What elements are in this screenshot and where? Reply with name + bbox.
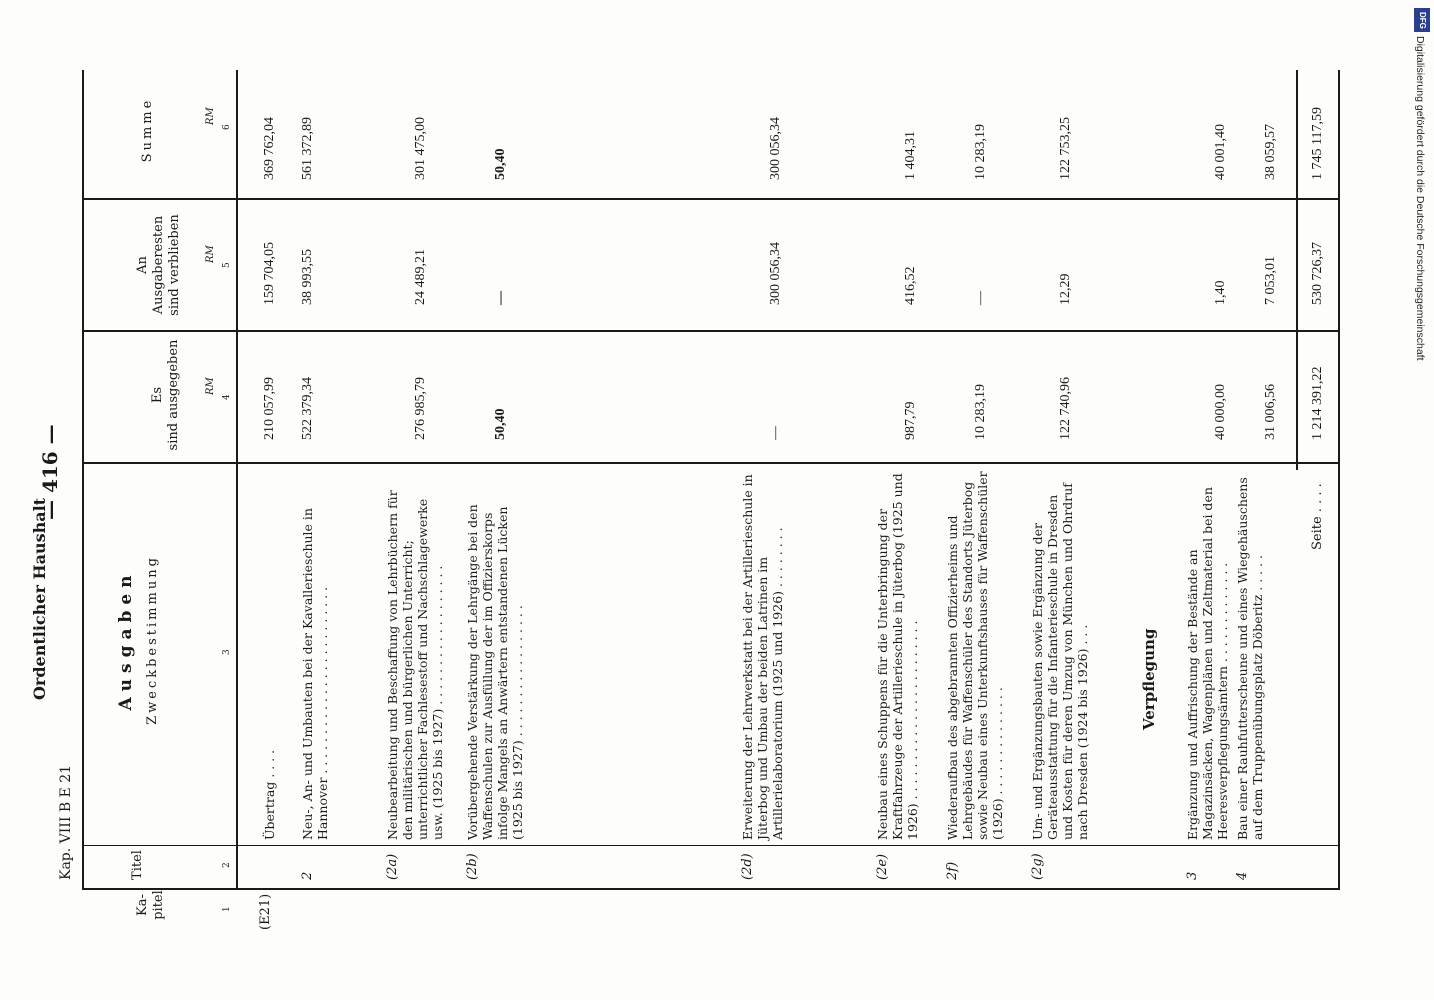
column-number: 1	[222, 906, 232, 912]
column-number: 3	[222, 649, 232, 655]
row-summe: 369 762,04	[262, 117, 277, 180]
row-reste: 12,29	[1058, 273, 1073, 305]
row-titel: (2g)	[1030, 853, 1045, 880]
row-titel: 2	[300, 871, 315, 880]
column-number: 5	[222, 262, 232, 268]
unit-label: RM	[205, 245, 216, 263]
doc-title: Ordentlicher Haushalt	[30, 497, 49, 700]
unit-label: RM	[205, 107, 216, 125]
row-ausgegeben: 522 379,34	[300, 377, 315, 440]
row-reste: 38 993,55	[300, 249, 315, 305]
row-reste: —	[973, 291, 988, 305]
row-summe: 122 753,25	[1058, 117, 1073, 180]
desc-rule	[82, 462, 1340, 464]
row-ausgegeben: 210 057,99	[262, 377, 277, 440]
table-left-rule	[82, 70, 84, 890]
header-rule	[236, 70, 238, 890]
header-titel: Titel	[130, 850, 145, 880]
section-heading: Verpflegung	[1140, 628, 1158, 730]
row-ausgegeben: 276 985,79	[413, 377, 428, 440]
row-description: Vorübergehende Verstärkung der Lehrgänge bei den Waffenschulen zur Ausfüllung der im Offizierskorps infolge Mangels an Anwärtern entstandenen Lücken (1925 bis 1927) . . . . . . . . . . . . . . . . .	[465, 504, 525, 840]
dfg-logo: DFG	[1414, 8, 1430, 32]
page-number: — 416 —	[38, 424, 62, 520]
row-description: Neubau eines Schuppens für die Unterbringung der Kraftfahrzeuge der Artillerieschule in Jüterbog (1925 und 1926) . . . . . . . . . . . . . . . . . . . . . . .	[875, 473, 920, 840]
row-reste: 416,52	[903, 266, 918, 305]
footer-ausgegeben: 1 214 391,22	[1310, 366, 1325, 440]
row-titel: (2a)	[385, 853, 400, 880]
header-zweckbestimmung: Zweckbestimmung	[145, 555, 160, 725]
row-reste: 7 053,01	[1263, 256, 1278, 305]
row-reste: 24 489,21	[413, 249, 428, 305]
row-description: Ergänzung und Auffrischung der Bestände an Magazinsäcken, Wagenplänen und Zeltmaterial bei den Heeresverpflegungsämtern . . . . . . . . . . . . .	[1185, 487, 1230, 840]
header-ausgabereste: An Ausgaberesten sind verblieben	[135, 214, 182, 316]
footer-reste: 530 726,37	[1310, 242, 1325, 305]
row-titel: 3	[1185, 871, 1200, 880]
ausgegeben-rule	[82, 330, 1340, 332]
header-kapitel: Ka- pitel	[135, 890, 166, 920]
footer-label: Seite . . . .	[1310, 483, 1325, 550]
row-summe: 50,40	[493, 148, 508, 180]
row-summe: 561 372,89	[300, 117, 315, 180]
row-ausgegeben: 987,79	[903, 401, 918, 440]
kapitel-rule	[82, 888, 1340, 890]
row-summe: 300 056,34	[768, 117, 783, 180]
row-summe: 38 059,57	[1263, 124, 1278, 180]
credit-text: Digitalisierung gefördert durch die Deutsche Forschungsgemeinschaft	[1414, 36, 1426, 361]
row-ausgegeben: 31 006,56	[1263, 384, 1278, 440]
header-ausgegeben: Es sind ausgegeben	[150, 339, 181, 451]
column-number: 4	[222, 394, 232, 400]
unit-label: RM	[205, 377, 216, 395]
row-titel: (2d)	[740, 853, 755, 880]
row-summe: 301 475,00	[413, 117, 428, 180]
footer-rule	[1296, 70, 1298, 470]
row-titel: (2e)	[875, 853, 890, 880]
row-description: Übertrag . . . .	[262, 749, 277, 840]
column-number: 6	[222, 124, 232, 130]
row-summe: 10 283,19	[973, 124, 988, 180]
row-ausgegeben: —	[768, 426, 783, 440]
row-reste: 159 704,05	[262, 242, 277, 305]
row-description: Neu-, An- und Umbauten bei der Kavallerieschule in Hannover . . . . . . . . . . . . . . . . . . . . . . . .	[300, 508, 330, 840]
row-reste: —	[493, 291, 508, 305]
titel-rule	[82, 845, 1340, 846]
row-titel: 4	[1235, 871, 1250, 880]
kapitel-value: (E21)	[258, 893, 273, 930]
row-summe: 1 404,31	[903, 131, 918, 180]
footer-summe: 1 745 117,59	[1310, 107, 1325, 180]
row-reste: 1,40	[1213, 280, 1228, 305]
row-ausgegeben: 122 740,96	[1058, 377, 1073, 440]
row-reste: 300 056,34	[768, 242, 783, 305]
row-titel: (2b)	[465, 853, 480, 880]
row-ausgegeben: 50,40	[493, 408, 508, 440]
row-summe: 40 001,40	[1213, 124, 1228, 180]
credit-strip	[1412, 8, 1434, 398]
table-right-rule	[1338, 70, 1340, 890]
row-ausgegeben: 10 283,19	[973, 384, 988, 440]
row-description: Um- und Ergänzungsbauten sowie Ergänzung der Geräteausstattung für die Infanterieschule in Dresden und Kosten für deren Umzug von München und Ohrdruf nach Dresden (1924 bis 1926) . . .	[1030, 483, 1090, 840]
reste-rule	[82, 198, 1340, 200]
row-titel: 2f)	[945, 861, 960, 880]
row-description: Erweiterung der Lehrwerkstatt bei der Artillerieschule in Jüterbog und Umbau der beiden Latrinen im Artillerielaboratorium (1925 und 1926) . . . . . . . .	[740, 474, 785, 840]
row-description: Neubearbeitung und Beschaffung von Lehrbüchern für den militärischen und bürgerlichen Unterricht; unterrichtlicher Fachlesestoff und Nachschlagewerke usw. (1925 bis 1927) . . . . . . . . . . . . . . . . . .	[385, 490, 445, 840]
kapitel-reference: Kap. VIII B E 21	[58, 764, 74, 880]
row-description: Wiederaufbau des abgebrannten Offizierheims und Lehrgebäudes für Waffenschüler des Standorts Jüterbog sowie Neubau eines Unterkunftshauses für Waffenschüler (1926) . . . . . . . . . . . . . .	[945, 471, 1005, 840]
row-description: Bau einer Rauhfutterscheune und eines Wiegehäuschens auf dem Truppenübungsplatz Döberitz . . . . .	[1235, 477, 1265, 840]
header-summe: Summe	[140, 97, 155, 163]
header-ausgaben: Ausgaben	[116, 569, 136, 711]
row-ausgegeben: 40 000,00	[1213, 384, 1228, 440]
column-number: 2	[222, 862, 232, 868]
